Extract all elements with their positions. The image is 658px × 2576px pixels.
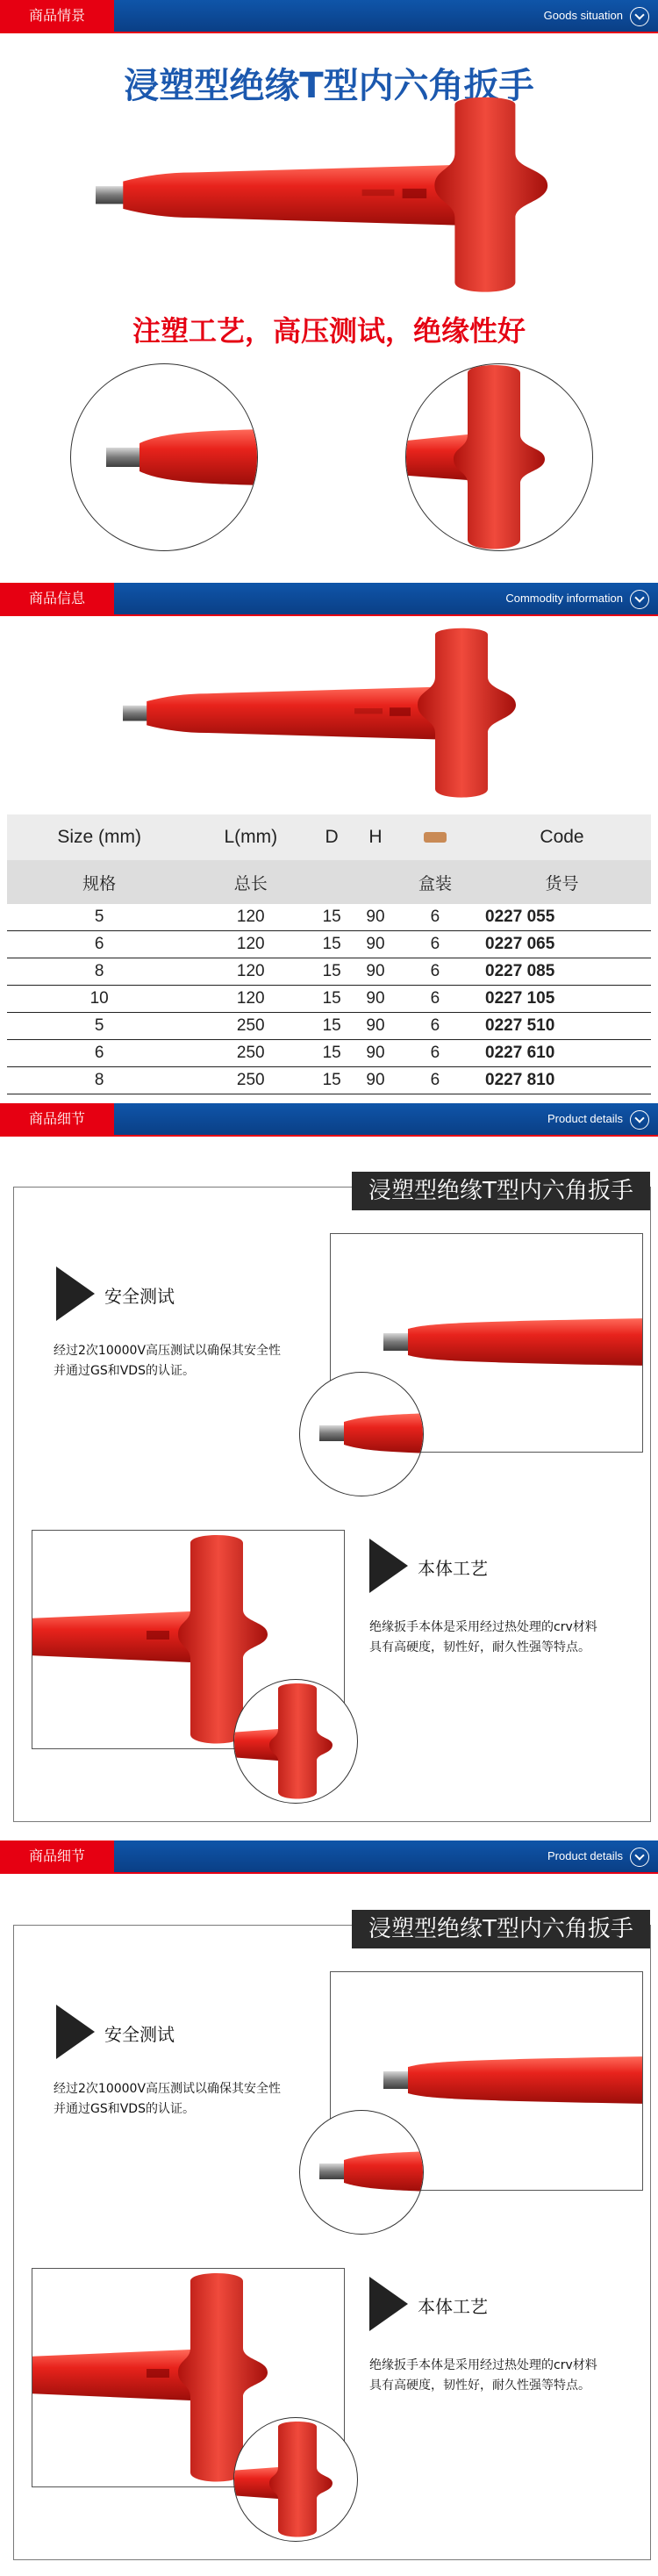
- cell-length: 120: [191, 931, 310, 958]
- cell-h: 90: [354, 931, 397, 958]
- cell-length: 120: [191, 986, 310, 1013]
- cell-d: 15: [310, 931, 354, 958]
- cell-length: 250: [191, 1013, 310, 1040]
- cell-h: 90: [354, 904, 397, 931]
- detail-panel: [13, 1178, 651, 1822]
- table-row: [7, 958, 651, 986]
- feature-desc-safety-line2: 并通过GS和VDS的认证。: [54, 1364, 195, 1378]
- triangle-bullet-icon: [56, 1266, 95, 1321]
- cell-size: 5: [7, 1013, 191, 1040]
- col-subheader-box: 盒装: [397, 860, 473, 904]
- cell-box: 6: [397, 1013, 473, 1040]
- cell-box: 6: [397, 904, 473, 931]
- cell-box: 6: [397, 1067, 473, 1094]
- section-en-label: Commodity information: [505, 592, 623, 605]
- cell-d: 15: [310, 958, 354, 986]
- feature-desc-safety-line1: 经过2次10000V高压测试以确保其安全性: [54, 2082, 282, 2096]
- zoom-circle-tip: [70, 363, 258, 551]
- table-row: [7, 1067, 651, 1094]
- cell-d: 15: [310, 1040, 354, 1067]
- cell-box: 6: [397, 986, 473, 1013]
- triangle-bullet-icon: [369, 1539, 408, 1593]
- cell-box: 6: [397, 931, 473, 958]
- section-en-label: Product details: [547, 1112, 623, 1125]
- section-tag: 商品细节: [0, 1841, 114, 1872]
- detail-panel-title: 浸塑型绝缘T型内六角扳手: [352, 1172, 650, 1210]
- cell-size: 5: [7, 904, 191, 931]
- cell-h: 90: [354, 1013, 397, 1040]
- cell-d: 15: [310, 986, 354, 1013]
- cell-code: 0227 085: [473, 958, 651, 986]
- feature-desc-body-line1: 绝缘扳手本体是采用经过热处理的crv材料: [369, 2358, 597, 2372]
- feature-title-safety: 安全测试: [104, 1286, 175, 1307]
- cell-box: 6: [397, 958, 473, 986]
- box-icon: [424, 832, 447, 843]
- table-row: [7, 931, 651, 958]
- section-header-product-details: [0, 1103, 658, 1137]
- detail-panel-title: 浸塑型绝缘T型内六角扳手: [352, 1910, 650, 1948]
- feature-desc-safety-line2: 并通过GS和VDS的认证。: [54, 2102, 195, 2116]
- cell-code: 0227 105: [473, 986, 651, 1013]
- product-title: 浸塑型绝缘T型内六角扳手: [124, 66, 534, 106]
- cell-code: 0227 610: [473, 1040, 651, 1067]
- col-header-size: Size (mm): [7, 814, 191, 860]
- col-subheader-length: 总长: [191, 860, 310, 904]
- section-en-label: Goods situation: [543, 9, 623, 22]
- cell-h: 90: [354, 986, 397, 1013]
- cell-code: 0227 065: [473, 931, 651, 958]
- zoom-circle-handle: [233, 2417, 358, 2542]
- triangle-bullet-icon: [56, 2005, 95, 2059]
- product-image-hero: [75, 97, 601, 298]
- zoom-circle-handle: [233, 1679, 358, 1804]
- cell-box: 6: [397, 1040, 473, 1067]
- cell-code: 0227 510: [473, 1013, 651, 1040]
- table-row: [7, 904, 651, 931]
- cell-code: 0227 055: [473, 904, 651, 931]
- col-subheader-code: 货号: [473, 860, 651, 904]
- product-slogan: 注塑工艺，高压测试，绝缘性好: [132, 314, 526, 348]
- cell-d: 15: [310, 1067, 354, 1094]
- feature-desc-body-line2: 具有高硬度，韧性好，耐久性强等特点。: [369, 2379, 590, 2393]
- cell-h: 90: [354, 1067, 397, 1094]
- feature-title-body: 本体工艺: [418, 1558, 488, 1579]
- feature-desc-safety-line1: 经过2次10000V高压测试以确保其安全性: [54, 1344, 282, 1358]
- cell-size: 6: [7, 931, 191, 958]
- feature-title-body: 本体工艺: [418, 2296, 488, 2317]
- spec-table: [7, 814, 651, 1094]
- chevron-down-icon[interactable]: [630, 1110, 649, 1130]
- feature-desc-body-line1: 绝缘扳手本体是采用经过热处理的crv材料: [369, 1620, 597, 1634]
- cell-code: 0227 810: [473, 1067, 651, 1094]
- chevron-down-icon[interactable]: [630, 7, 649, 26]
- cell-h: 90: [354, 958, 397, 986]
- table-row: [7, 1013, 651, 1040]
- cell-size: 6: [7, 1040, 191, 1067]
- cell-h: 90: [354, 1040, 397, 1067]
- zoom-circle-tip: [299, 2110, 424, 2235]
- box-icon-cell: [397, 814, 473, 860]
- cell-size: 10: [7, 986, 191, 1013]
- cell-length: 250: [191, 1040, 310, 1067]
- cell-length: 120: [191, 904, 310, 931]
- cell-length: 250: [191, 1067, 310, 1094]
- triangle-bullet-icon: [369, 2277, 408, 2331]
- table-header-row: [7, 814, 651, 860]
- col-subheader-d: [310, 860, 354, 904]
- section-header-commodity-information: [0, 583, 658, 616]
- col-subheader-h: [354, 860, 397, 904]
- section-en-label: Product details: [547, 1849, 623, 1862]
- col-header-d: D: [310, 814, 354, 860]
- section-header-goods-situation: [0, 0, 658, 33]
- section-tag: 商品细节: [0, 1103, 114, 1135]
- section-tag: 商品信息: [0, 583, 114, 614]
- chevron-down-icon[interactable]: [630, 1848, 649, 1867]
- cell-length: 120: [191, 958, 310, 986]
- zoom-circle-tip: [299, 1372, 424, 1496]
- cell-size: 8: [7, 958, 191, 986]
- cell-d: 15: [310, 904, 354, 931]
- detail-panel: [13, 1916, 651, 2560]
- feature-title-safety: 安全测试: [104, 2024, 175, 2045]
- table-subheader-row: [7, 860, 651, 904]
- cell-d: 15: [310, 1013, 354, 1040]
- col-header-h: H: [354, 814, 397, 860]
- col-subheader-spec: 规格: [7, 860, 191, 904]
- section-header-product-details: [0, 1841, 658, 1874]
- chevron-down-icon[interactable]: [630, 590, 649, 609]
- product-image-info: [70, 628, 597, 803]
- section-tag: 商品情景: [0, 0, 114, 32]
- zoom-circle-handle: [405, 363, 593, 551]
- cell-size: 8: [7, 1067, 191, 1094]
- col-header-code: Code: [473, 814, 651, 860]
- feature-desc-body-line2: 具有高硬度，韧性好，耐久性强等特点。: [369, 1640, 590, 1654]
- table-row: [7, 986, 651, 1013]
- col-header-length: L(mm): [191, 814, 310, 860]
- table-row: [7, 1040, 651, 1067]
